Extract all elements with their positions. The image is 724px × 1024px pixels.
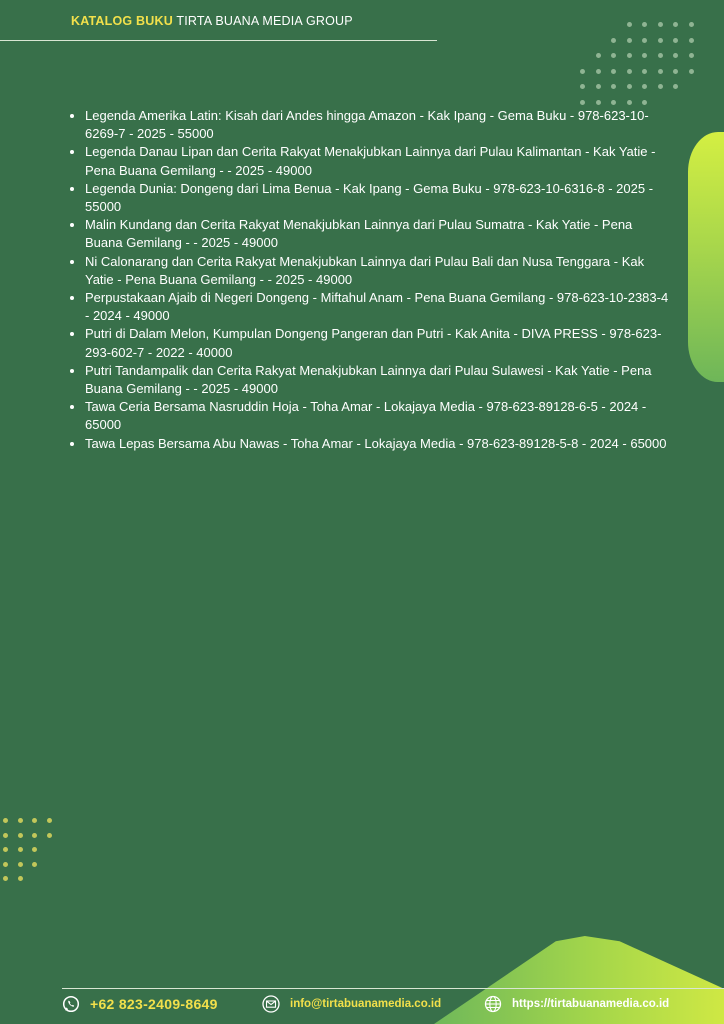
decorative-dot bbox=[3, 862, 8, 867]
decorative-dot bbox=[642, 38, 647, 43]
book-list bbox=[67, 107, 670, 453]
decorative-dot bbox=[18, 862, 23, 867]
book-list-item: • Perpustakaan Ajaib di Negeri Dongeng - Miftahul Anam - Pena Buana Gemilang - 978-623-10-2383-4 - 2024 - 49000 bbox=[85, 289, 670, 325]
decorative-dot bbox=[580, 100, 585, 105]
decorative-dot bbox=[673, 53, 678, 58]
decorative-dot bbox=[18, 818, 23, 823]
decorative-dot bbox=[3, 847, 8, 852]
decorative-dot bbox=[580, 69, 585, 74]
decorative-dot bbox=[642, 84, 647, 89]
decorative-dot bbox=[47, 833, 52, 838]
header-divider bbox=[0, 40, 437, 41]
decorative-dot bbox=[642, 100, 647, 105]
footer-website[interactable] bbox=[484, 993, 669, 1015]
decorative-dot bbox=[673, 84, 678, 89]
decorative-dot bbox=[3, 833, 8, 838]
decorative-dot bbox=[3, 876, 8, 881]
email-address: info@tirtabuanamedia.co.id bbox=[290, 998, 442, 1010]
decorative-side-shape bbox=[688, 132, 724, 382]
decorative-dot bbox=[32, 862, 37, 867]
decorative-dot bbox=[658, 38, 663, 43]
decorative-dot bbox=[673, 38, 678, 43]
decorative-dot bbox=[596, 53, 601, 58]
decorative-dot bbox=[627, 100, 632, 105]
decorative-dot bbox=[673, 22, 678, 27]
decorative-dot bbox=[627, 53, 632, 58]
mail-icon bbox=[262, 995, 280, 1013]
decorative-dot bbox=[689, 38, 694, 43]
decorative-dot bbox=[32, 833, 37, 838]
decorative-dot bbox=[689, 69, 694, 74]
decorative-dot bbox=[658, 69, 663, 74]
book-list-item: • Legenda Amerika Latin: Kisah dari Andes hingga Amazon - Kak Ipang - Gema Buku - 978-623-10-6269-7 - 2025 - 55000 bbox=[85, 107, 670, 143]
decorative-dot bbox=[689, 22, 694, 27]
globe-icon bbox=[484, 995, 502, 1013]
decorative-dot bbox=[596, 84, 601, 89]
decorative-dot bbox=[642, 53, 647, 58]
book-list-item: • Tawa Ceria Bersama Nasruddin Hoja - Toha Amar - Lokajaya Media - 978-623-89128-6-5 - 2024 - 65000 bbox=[85, 398, 670, 434]
website-url: https://tirtabuanamedia.co.id bbox=[512, 998, 670, 1010]
decorative-dot bbox=[580, 84, 585, 89]
book-list-item: • Legenda Danau Lipan dan Cerita Rakyat Menakjubkan Lainnya dari Pulau Kalimantan - Kak Yatie - Pena Buana Gemilang - - 2025 - 49000 bbox=[85, 143, 670, 179]
header-title: TIRTA BUANA MEDIA GROUP bbox=[176, 14, 353, 28]
book-list-item: • Ni Calonarang dan Cerita Rakyat Menakjubkan Lainnya dari Pulau Bali dan Nusa Tenggara - Kak Yatie - Pena Buana Gemilang - - 2025 - 49000 bbox=[85, 253, 670, 289]
decorative-dot bbox=[627, 22, 632, 27]
footer-phone[interactable] bbox=[62, 993, 218, 1015]
decorative-dot bbox=[18, 833, 23, 838]
footer-divider bbox=[62, 988, 724, 989]
decorative-dot bbox=[611, 38, 616, 43]
decorative-dot bbox=[32, 818, 37, 823]
book-list-item: • Malin Kundang dan Cerita Rakyat Menakjubkan Lainnya dari Pulau Sumatra - Kak Yatie - Pena Buana Gemilang - - 2025 - 49000 bbox=[85, 216, 670, 252]
decorative-dot bbox=[627, 84, 632, 89]
decorative-dot bbox=[3, 818, 8, 823]
book-list-item: • Tawa Lepas Bersama Abu Nawas - Toha Amar - Lokajaya Media - 978-623-89128-5-8 - 2024 - 65000 bbox=[85, 435, 670, 453]
decorative-dot bbox=[596, 69, 601, 74]
decorative-dot bbox=[642, 22, 647, 27]
decorative-dot bbox=[627, 38, 632, 43]
decorative-dot bbox=[673, 69, 678, 74]
book-list-item: • Legenda Dunia: Dongeng dari Lima Benua - Kak Ipang - Gema Buku - 978-623-10-6316-8 - 2025 - 55000 bbox=[85, 180, 670, 216]
catalog-header bbox=[71, 14, 353, 28]
decorative-dot bbox=[658, 84, 663, 89]
decorative-dot bbox=[611, 100, 616, 105]
decorative-dot bbox=[18, 876, 23, 881]
decorative-dot bbox=[658, 22, 663, 27]
decorative-dot bbox=[642, 69, 647, 74]
whatsapp-icon bbox=[62, 995, 80, 1013]
decorative-dot bbox=[47, 818, 52, 823]
book-list-item: • Putri Tandampalik dan Cerita Rakyat Menakjubkan Lainnya dari Pulau Sulawesi - Kak Yatie - Pena Buana Gemilang - - 2025 - 49000 bbox=[85, 362, 670, 398]
decorative-dot bbox=[18, 847, 23, 852]
decorative-dot bbox=[611, 53, 616, 58]
decorative-dot bbox=[32, 847, 37, 852]
decorative-dot bbox=[658, 53, 663, 58]
footer-email[interactable] bbox=[262, 993, 441, 1015]
decorative-dot bbox=[611, 69, 616, 74]
book-list-item: • Putri di Dalam Melon, Kumpulan Dongeng Pangeran dan Putri - Kak Anita - DIVA PRESS - 978-623-293-602-7 - 2022 - 40000 bbox=[85, 325, 670, 361]
phone-number: +62 823-2409-8649 bbox=[90, 996, 218, 1012]
decorative-dot bbox=[627, 69, 632, 74]
decorative-dot bbox=[596, 100, 601, 105]
decorative-dot bbox=[611, 84, 616, 89]
header-highlight: KATALOG BUKU bbox=[71, 14, 173, 28]
decorative-dot bbox=[689, 53, 694, 58]
